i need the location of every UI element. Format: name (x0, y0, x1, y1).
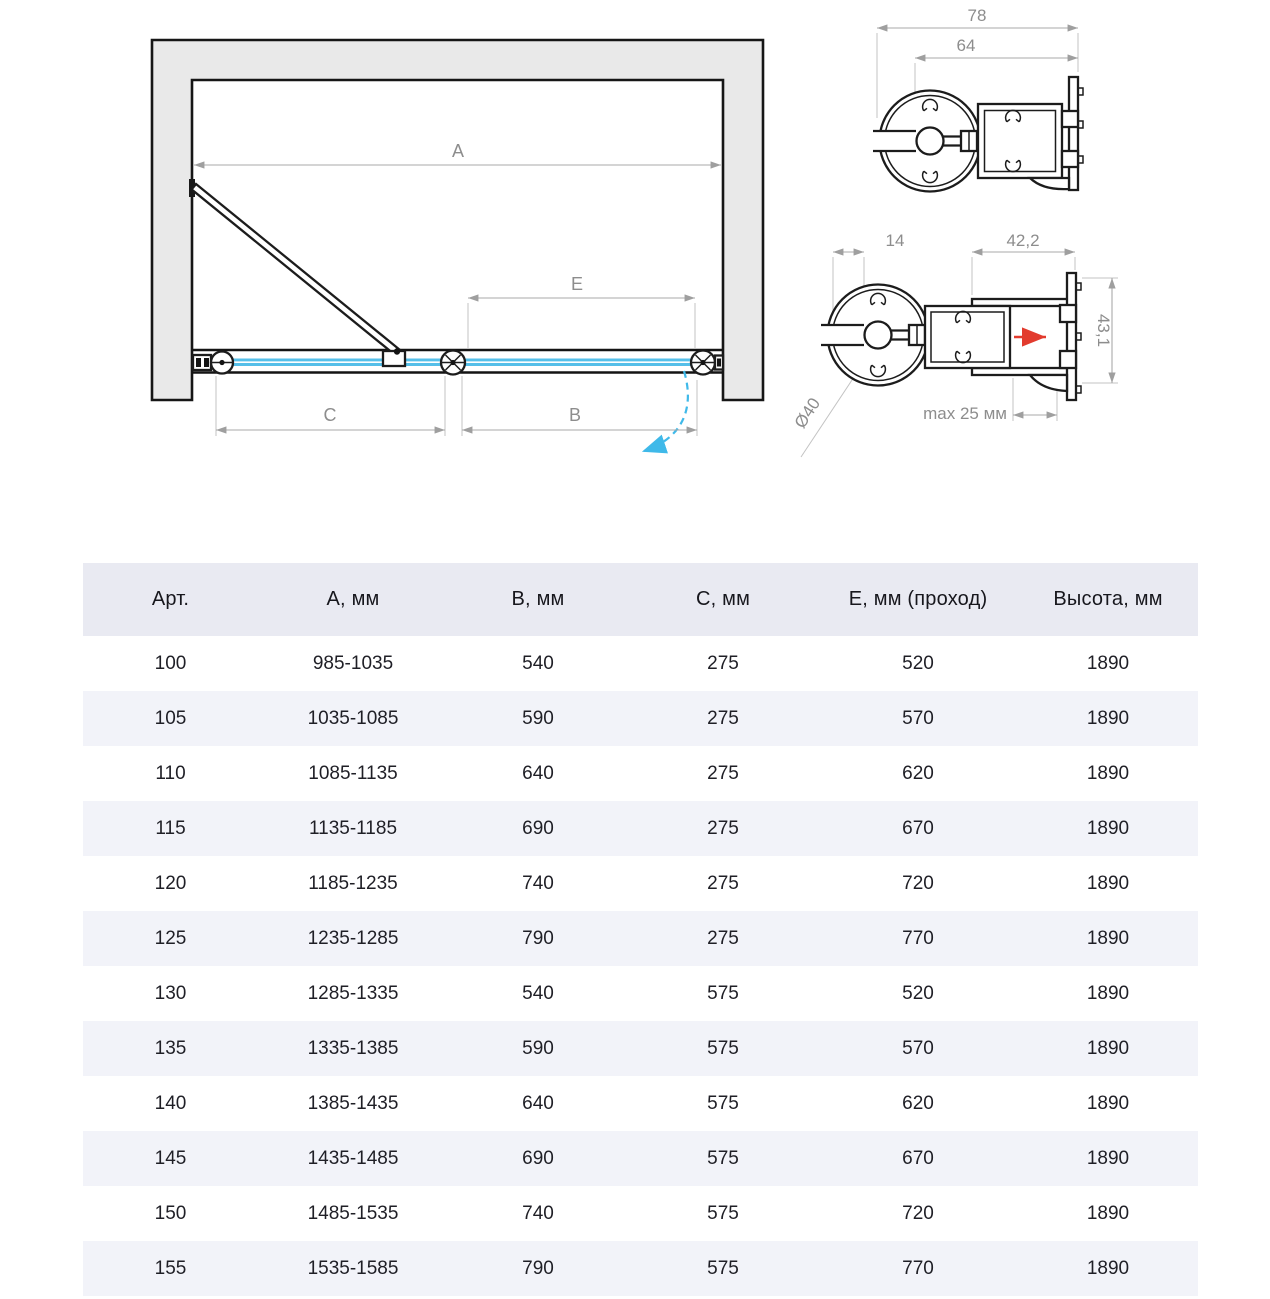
profile-detail-adjustment (791, 231, 1118, 457)
table-cell: 1535-1585 (307, 1257, 399, 1279)
table-cell: 575 (707, 1092, 739, 1114)
table-cell: 135 (154, 1037, 187, 1059)
table-cell: 540 (522, 652, 554, 674)
table-cell: 575 (707, 1257, 739, 1279)
table-row (83, 636, 1198, 691)
table-cell: 575 (707, 1202, 739, 1224)
table-cell: 1890 (1086, 1037, 1130, 1059)
dim-label-64: 64 (956, 36, 976, 55)
dim-ext-e (468, 303, 695, 349)
table-row (83, 966, 1198, 1021)
table-cell: 105 (154, 707, 187, 729)
table-cell: 155 (154, 1257, 187, 1279)
table-cell: 770 (902, 1257, 934, 1279)
table-cell: 275 (707, 707, 739, 729)
table-cell: 140 (154, 1092, 187, 1114)
spec-table-section (83, 563, 1198, 1296)
col-header-art: Арт. (83, 563, 258, 636)
table-cell: 575 (707, 982, 739, 1004)
table-cell: 130 (154, 982, 187, 1004)
table-cell: 790 (522, 1257, 554, 1279)
table-cell: 1085-1135 (308, 762, 398, 784)
wall-outline (152, 40, 763, 400)
table-cell: 740 (522, 872, 554, 894)
table-cell: 640 (522, 762, 554, 784)
dim-label-c: C (323, 405, 337, 425)
table-cell: 690 (522, 817, 554, 839)
dim-label-43-1: 43,1 (1094, 313, 1113, 348)
table-cell: 1890 (1086, 1147, 1130, 1169)
box-profile-2 (925, 306, 1010, 368)
table-cell: 1890 (1086, 982, 1130, 1004)
table-cell: 590 (522, 1037, 554, 1059)
table-cell: 1890 (1086, 1202, 1130, 1224)
table-cell: 540 (522, 982, 554, 1004)
table-cell: 110 (155, 762, 186, 784)
table-cell: 770 (902, 927, 934, 949)
table-cell: 1185-1235 (308, 872, 398, 894)
left-bracket (193, 355, 211, 370)
table-cell: 115 (155, 817, 186, 839)
table-cell: 670 (902, 1147, 934, 1169)
table-cell: 100 (154, 652, 187, 674)
table-cell: 275 (707, 762, 739, 784)
dim-label-e: E (570, 274, 584, 294)
table-cell: 120 (154, 872, 187, 894)
dim-label-a: A (451, 141, 465, 161)
support-brace (192, 184, 400, 355)
table-row (83, 691, 1198, 746)
dim-label-14: 14 (885, 231, 905, 250)
table-cell: 145 (154, 1147, 187, 1169)
dim-label-78: 78 (967, 6, 987, 25)
dim-label-diameter: Ø40 (790, 394, 825, 432)
table-cell: 690 (522, 1147, 554, 1169)
table-cell: 1035-1085 (307, 707, 399, 729)
table-row (83, 1131, 1198, 1186)
col-header-a: А, мм (258, 563, 448, 636)
table-cell: 1890 (1086, 872, 1130, 894)
dimension-table (83, 563, 1198, 1296)
table-cell: 570 (902, 707, 934, 729)
roller-right (691, 351, 715, 375)
table-cell: 1285-1335 (307, 982, 399, 1004)
table-cell: 590 (522, 707, 554, 729)
table-cell: 1890 (1086, 1092, 1130, 1114)
table-cell: 1235-1285 (307, 927, 399, 949)
table-cell: 275 (707, 872, 739, 894)
table-cell: 720 (902, 872, 934, 894)
door-swing-arc (644, 371, 688, 451)
col-header-b: В, мм (448, 563, 628, 636)
table-cell: 640 (522, 1092, 554, 1114)
col-header-height: Высота, мм (1018, 563, 1198, 636)
table-row (83, 1076, 1198, 1131)
table-row (83, 801, 1198, 856)
brace-pivot (394, 348, 400, 354)
col-header-e: Е, мм (проход) (818, 563, 1018, 636)
plan-view-diagram (152, 40, 763, 451)
dim-label-42-2: 42,2 (1006, 231, 1040, 250)
table-cell: 985-1035 (312, 652, 394, 674)
table-cell: 1890 (1086, 707, 1130, 729)
profile-detail-top (873, 6, 1083, 192)
table-cell: 1435-1485 (307, 1147, 399, 1169)
table-cell: 670 (902, 817, 934, 839)
table-cell: 520 (902, 982, 934, 1004)
table-cell: 275 (707, 927, 739, 949)
table-cell: 575 (707, 1037, 739, 1059)
table-cell: 570 (902, 1037, 934, 1059)
table-cell: 520 (902, 652, 934, 674)
table-header-row (83, 563, 1198, 636)
table-cell: 575 (707, 1147, 739, 1169)
dim-label-b: B (568, 405, 582, 425)
table-cell: 790 (522, 927, 554, 949)
table-row (83, 746, 1198, 801)
brace-track-mount (383, 351, 405, 366)
table-cell: 150 (154, 1202, 187, 1224)
table-cell: 620 (902, 762, 934, 784)
table-cell: 1890 (1086, 652, 1130, 674)
table-cell: 1135-1185 (308, 817, 398, 839)
table-cell: 1890 (1086, 762, 1130, 784)
technical-drawing (0, 0, 1270, 560)
table-cell: 720 (902, 1202, 934, 1224)
dim-label-max25: max 25 мм (923, 404, 1007, 423)
roller-left (211, 352, 233, 374)
table-cell: 1890 (1086, 1257, 1130, 1279)
table-row (83, 1241, 1198, 1296)
table-cell: 620 (902, 1092, 934, 1114)
table-cell: 1890 (1086, 817, 1130, 839)
table-cell: 1335-1385 (307, 1037, 399, 1059)
table-row (83, 856, 1198, 911)
right-bracket (715, 356, 723, 370)
table-cell: 740 (522, 1202, 554, 1224)
table-body (83, 636, 1198, 1296)
table-cell: 125 (154, 927, 187, 949)
table-row (83, 1186, 1198, 1241)
table-cell: 275 (707, 652, 739, 674)
table-cell: 275 (707, 817, 739, 839)
table-row (83, 911, 1198, 966)
table-cell: 1485-1535 (307, 1202, 399, 1224)
roller-middle (441, 351, 465, 375)
col-header-c: С, мм (628, 563, 818, 636)
table-cell: 1385-1435 (307, 1092, 399, 1114)
table-row (83, 1021, 1198, 1076)
table-cell: 1890 (1086, 927, 1130, 949)
